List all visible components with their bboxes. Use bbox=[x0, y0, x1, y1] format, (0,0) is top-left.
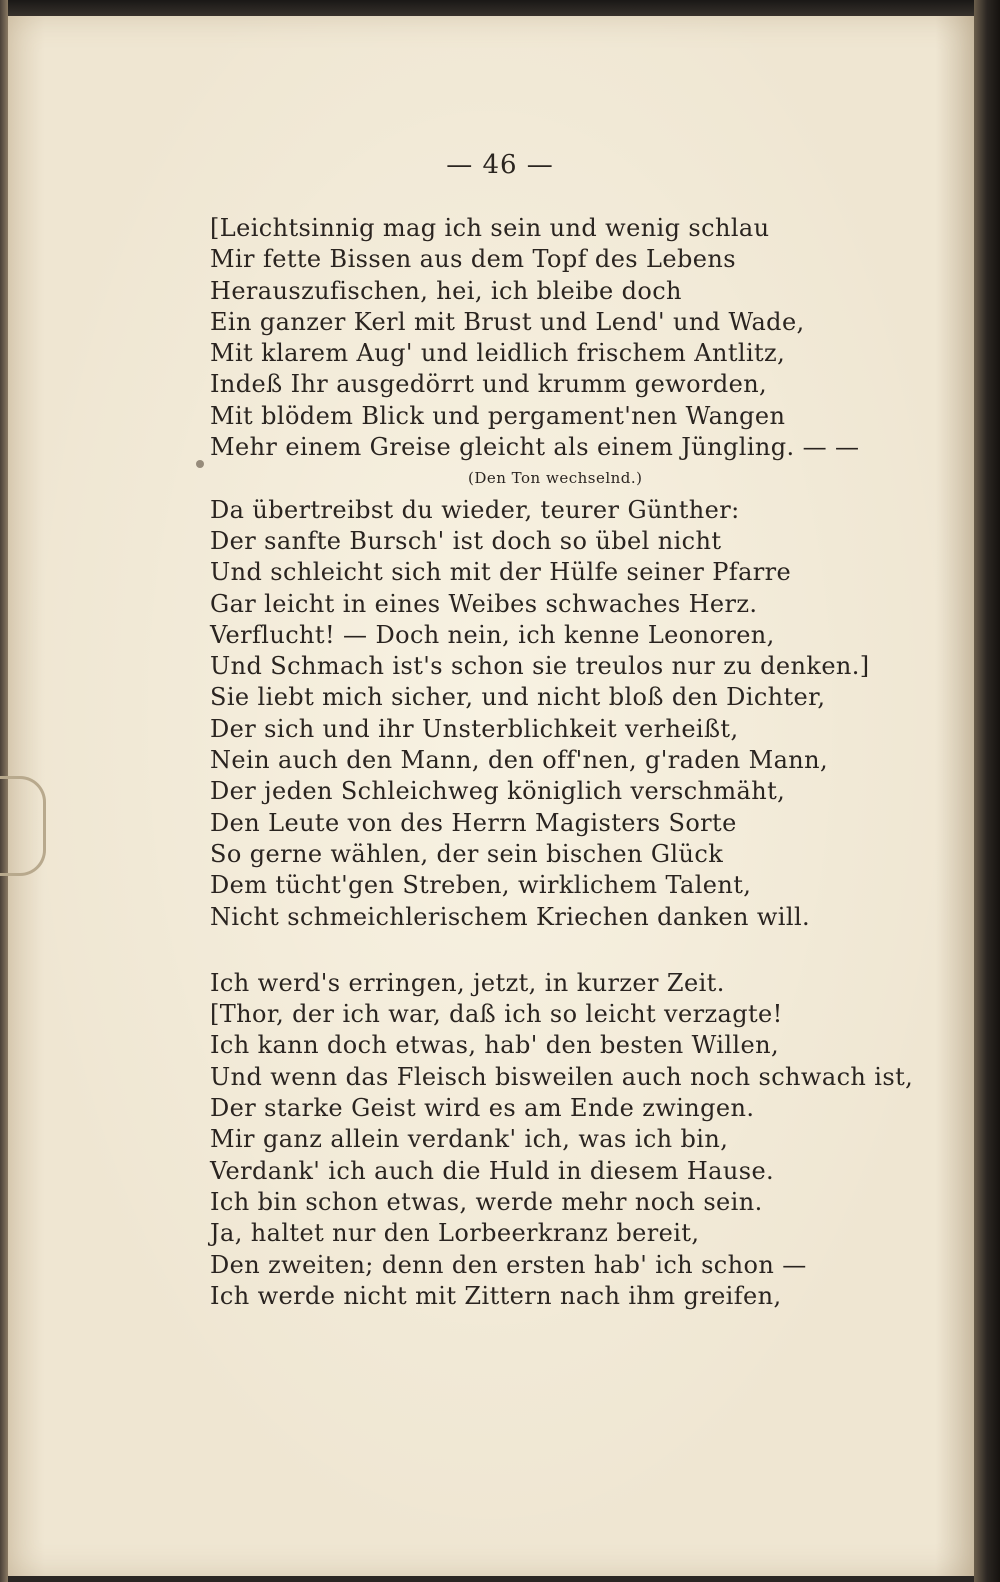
verse-line: [Thor, der ich war, daß ich so leicht verzagte! bbox=[210, 1000, 783, 1029]
verse-line: Mit blödem Blick und pergament'nen Wangen bbox=[210, 401, 786, 430]
verse-line: Mit klarem Aug' und leidlich frischem Antlitz, bbox=[210, 339, 786, 368]
verse-block-a bbox=[210, 213, 910, 463]
poem-text bbox=[210, 213, 914, 1312]
verse-line: Den zweiten; denn den ersten hab' ich schon — bbox=[210, 1250, 807, 1279]
verse-line: Und wenn das Fleisch bisweilen auch noch schwach ist, bbox=[210, 1062, 914, 1091]
verse-line: Verflucht! — Doch nein, ich kenne Leonoren, bbox=[210, 620, 775, 649]
verse-line: [Leichtsinnig mag ich sein und wenig schlau bbox=[210, 214, 770, 242]
verse-line: Ich bin schon etwas, werde mehr noch sein. bbox=[210, 1187, 763, 1216]
verse-line: Nein auch den Mann, den off'nen, g'raden Mann, bbox=[210, 746, 829, 775]
verse-line: Dem tücht'gen Streben, wirklichem Talent, bbox=[210, 871, 752, 900]
verse-line: Ich werde nicht mit Zittern nach ihm greifen, bbox=[210, 1281, 782, 1310]
verse-line: Herauszufischen, hei, ich bleibe doch bbox=[210, 276, 682, 305]
verse-line: Indeß Ihr ausgedörrt und krumm geworden, bbox=[210, 370, 768, 399]
verse-line: Nicht schmeichlerischem Kriechen danken will. bbox=[210, 902, 811, 931]
verse-line: Ich werd's erringen, jetzt, in kurzer Zeit. bbox=[210, 968, 725, 997]
verse-line: Ein ganzer Kerl mit Brust und Lend' und Wade, bbox=[210, 307, 805, 336]
stanza-gap bbox=[210, 933, 910, 968]
verse-line: Der sich und ihr Unsterblichkeit verheißt, bbox=[210, 714, 739, 743]
verse-line: Mir fette Bissen aus dem Topf des Lebens bbox=[210, 245, 736, 274]
verse-line: Und schleicht sich mit der Hülfe seiner Pfarre bbox=[210, 558, 792, 587]
verse-line: Den Leute von des Herrn Magisters Sorte bbox=[210, 808, 737, 837]
verse-line: So gerne wählen, der sein bischen Glück bbox=[210, 839, 724, 868]
verse-line: Ja, haltet nur den Lorbeerkranz bereit, bbox=[210, 1219, 700, 1248]
ink-smudge bbox=[196, 460, 204, 468]
verse-block-b bbox=[210, 495, 910, 933]
bookmark-ribbon bbox=[0, 776, 46, 876]
stage-direction: (Den Ton wechselnd.) bbox=[468, 469, 643, 488]
verse-line: Mir ganz allein verdank' ich, was ich bin, bbox=[210, 1125, 729, 1154]
verse-line: Da übertreibst du wieder, teurer Günther: bbox=[210, 495, 740, 524]
verse-line: Gar leicht in eines Weibes schwaches Herz. bbox=[210, 589, 758, 618]
verse-line: Ich kann doch etwas, hab' den besten Willen, bbox=[210, 1031, 780, 1060]
page-number: — 46 — bbox=[446, 150, 554, 180]
verse-line: Der starke Geist wird es am Ende zwingen. bbox=[210, 1094, 755, 1123]
verse-line: Verdank' ich auch die Huld in diesem Hause. bbox=[210, 1156, 775, 1185]
verse-line: Der jeden Schleichweg königlich verschmäht, bbox=[210, 777, 786, 806]
verse-line: Mehr einem Greise gleicht als einem Jüngling. — — bbox=[210, 433, 860, 462]
book-binding bbox=[974, 0, 1000, 1582]
verse-line: Der sanfte Bursch' ist doch so übel nicht bbox=[210, 526, 722, 555]
verse-block-c bbox=[210, 968, 914, 1312]
verse-line: Und Schmach ist's schon sie treulos nur zu denken.] bbox=[210, 652, 870, 681]
verse-line: Sie liebt mich sicher, und nicht bloß den Dichter, bbox=[210, 683, 826, 712]
